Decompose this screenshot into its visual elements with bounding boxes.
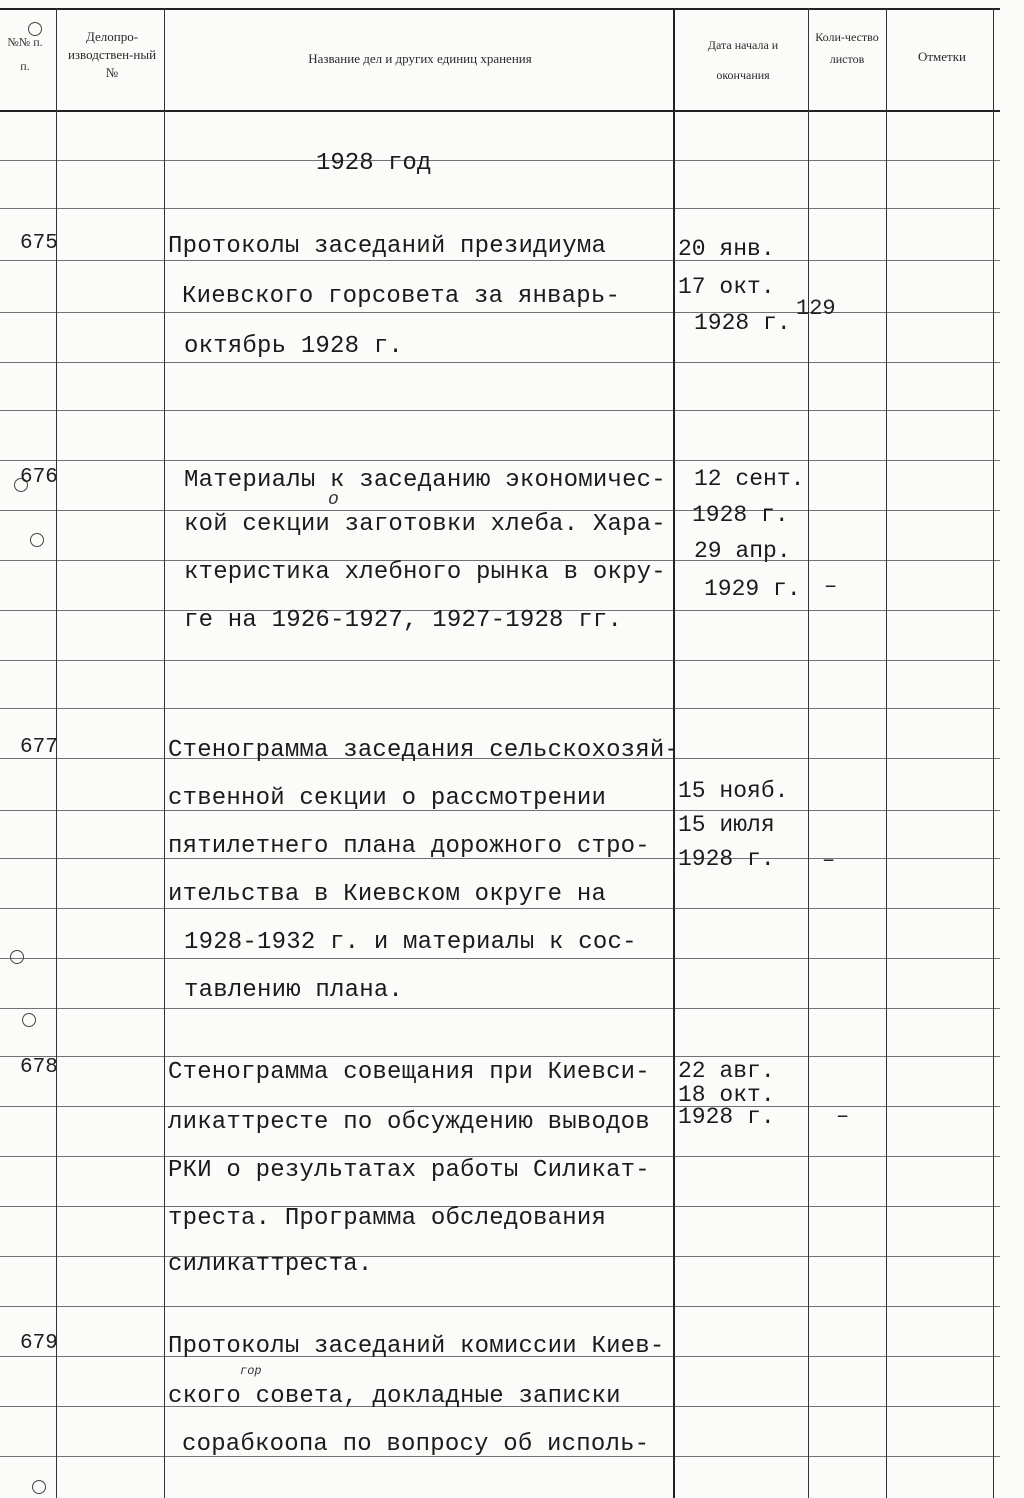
record-date: 1928 г. (678, 1104, 775, 1130)
header-col-dates: Дата начала и окончания (707, 38, 779, 82)
record-title-line: ского совета, докладные записки (168, 1383, 621, 1410)
punch-hole (10, 950, 24, 964)
record-date: 12 сент. (694, 466, 805, 492)
record-date: 15 нояб. (678, 778, 789, 804)
record-title-line: тавлению плана. (184, 977, 404, 1004)
record-title-line: треста. Программа обследования (168, 1205, 607, 1232)
record-title-line: октябрь 1928 г. (184, 333, 404, 360)
record-title-line: Материалы к заседанию экономичес- (184, 467, 666, 494)
record-title-line: РКИ о результатах работы Силикат- (168, 1157, 650, 1184)
record-number: 679 (20, 1332, 58, 1355)
record-title-line: ге на 1926-1927, 1927-1928 гг. (184, 607, 623, 634)
year-heading: 1928 год (316, 150, 432, 177)
ruled-line (0, 708, 1000, 709)
header-col-office-num: Делопро-изводствен-ный № (67, 29, 157, 80)
column-rule (993, 8, 994, 1498)
record-title-line: Стенограмма совещания при Киевси- (168, 1059, 650, 1086)
record-number: 678 (20, 1056, 58, 1079)
ruled-line (0, 160, 1000, 161)
record-title-line: силикаттреста. (168, 1251, 373, 1278)
record-date: 29 апр. (694, 538, 791, 564)
record-title-line: Стенограмма заседания сельскохозяй- (168, 737, 680, 764)
record-title-line: ительства в Киевском округе на (168, 881, 607, 908)
header-col-num: №№ п. п. (7, 35, 43, 73)
header-col-title: Название дел и других единиц хранения (308, 51, 532, 66)
record-date: 1928 г. (694, 310, 791, 336)
punch-hole (28, 22, 42, 36)
record-title-line: 1928-1932 г. и материалы к сос- (184, 929, 637, 956)
ruled-line (0, 208, 1000, 209)
punch-hole (32, 1480, 46, 1494)
ruled-line (0, 1008, 1000, 1009)
record-date: 1928 г. (678, 846, 775, 872)
ruled-line (0, 410, 1000, 411)
punch-hole (30, 533, 44, 547)
header-col-sheets: Коли-чество листов (815, 30, 879, 66)
record-title-line: пятилетнего плана дорожного стро- (168, 833, 650, 860)
record-number: 675 (20, 232, 58, 255)
ruled-line (0, 362, 1000, 363)
record-sheets: – (824, 574, 838, 599)
ruled-line (0, 1306, 1000, 1307)
punch-hole (22, 1013, 36, 1027)
header-bottom-rule (0, 110, 1000, 112)
ruled-line (0, 1256, 1000, 1257)
record-title-line: сорабкоопа по вопросу об исполь- (182, 1431, 650, 1458)
ruled-line (0, 660, 1000, 661)
record-title-line: ственной секции о рассмотрении (168, 785, 607, 812)
handwritten-insertion: о (328, 490, 339, 510)
column-rule (886, 8, 887, 1498)
header-top-rule (0, 8, 1000, 10)
column-rule (808, 8, 809, 1498)
record-number: 677 (20, 736, 58, 759)
record-date: 18 окт. (678, 1082, 775, 1108)
record-title-line: Протоколы заседаний комиссии Киев- (168, 1333, 665, 1360)
record-number: 676 (20, 466, 58, 489)
record-date: 20 янв. (678, 236, 775, 262)
record-date: 22 авг. (678, 1058, 775, 1084)
record-date: 17 окт. (678, 274, 775, 300)
header-col-notes: Отметки (917, 49, 967, 64)
record-sheets: 129 (796, 296, 836, 321)
record-date: 1928 г. (692, 502, 789, 528)
record-title-line: ктеристика хлебного рынка в окру- (184, 559, 666, 586)
record-date: 1929 г. (704, 576, 801, 602)
record-sheets: – (836, 1104, 850, 1129)
column-rule (164, 8, 165, 1498)
handwritten-insertion: гор (240, 1364, 262, 1378)
record-date: 15 июля (678, 812, 775, 838)
record-title-line: ликаттресте по обсуждению выводов (168, 1109, 650, 1136)
record-sheets: – (822, 848, 836, 873)
record-title-line: Протоколы заседаний президиума (168, 233, 607, 260)
record-title-line: кой секции заготовки хлеба. Хара- (184, 511, 666, 538)
record-title-line: Киевского горсовета за январь- (182, 283, 621, 310)
